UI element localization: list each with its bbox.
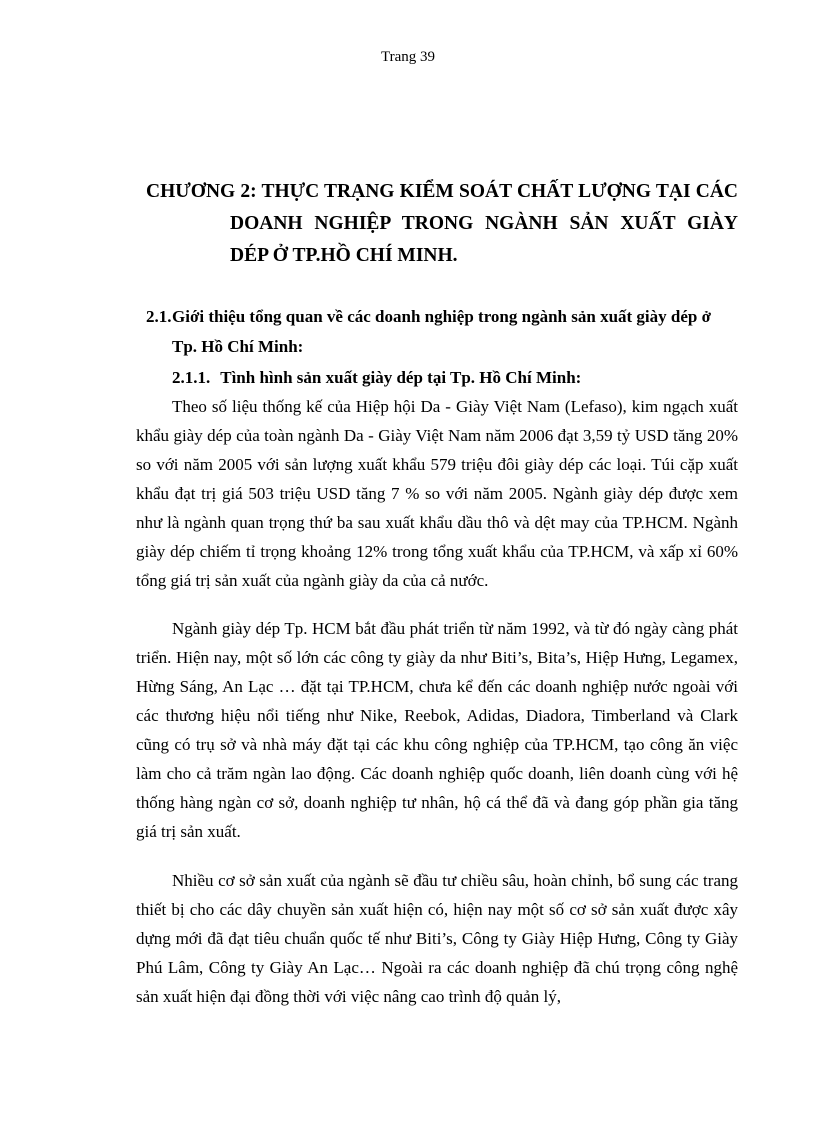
- section-title-line-1: Giới thiệu tổng quan về các doanh nghiệp trong ngành sản xuất giày dép ở: [172, 307, 712, 326]
- body-paragraph-1: Theo số liệu thống kế của Hiệp hội Da - Giày Việt Nam (Lefaso), kim ngạch xuất khẩu giày dép của toàn ngành Da - Giày Việt Nam năm 2006 đạt 3,59 tỷ USD tăng 20% so với năm 2005 với sản lượng xuất khẩu 579 triệu đôi giày dép các loại. Túi cặp xuất khẩu đạt trị giá 503 triệu USD tăng 7 % so với năm 2005. Ngành giày dép được xem như là ngành quan trọng thứ ba sau xuất khẩu dầu thô và dệt may của TP.HCM. Ngành giày dép chiếm tỉ trọng khoảng 12% trong tổng xuất khẩu của TP.HCM, và xấp xỉ 60% tổng giá trị sản xuất của ngành giày da của cả nước.: [136, 397, 738, 590]
- chapter-title: [146, 176, 738, 272]
- section-title-line-2: Tp. Hồ Chí Minh:: [172, 337, 304, 356]
- chapter-title-line-1: CHƯƠNG 2: THỰC TRẠNG KIỂM SOÁT CHẤT LƯỢNG TẠI CÁC: [146, 181, 738, 202]
- page-number: Trang 39: [380, 49, 436, 65]
- section-heading-line-1: [146, 302, 746, 332]
- subsection-title: Tình hình sản xuất giày dép tại Tp. Hồ Chí Minh:: [220, 368, 582, 387]
- subsection-heading: [172, 363, 581, 393]
- body-paragraph-3: Nhiều cơ sở sản xuất của ngành sẽ đầu tư chiều sâu, hoàn chỉnh, bổ sung các trang thiết bị cho các dây chuyền sản xuất hiện có, hiện nay một số cơ sở sản xuất được xây dựng mới đã đạt tiêu chuẩn quốc tế như Biti’s, Công ty Giày Hiệp Hưng, Công ty Giày Phú Lâm, Công ty Giày An Lạc… Ngoài ra các doanh nghiệp đã chú trọng công nghệ sản xuất hiện đại đồng thời với việc nâng cao trình độ quản lý,: [136, 871, 738, 1006]
- chapter-title-line-3: DÉP Ở TP.HỒ CHÍ MINH.: [230, 245, 458, 266]
- section-heading: [146, 302, 746, 362]
- body-paragraph-2: Ngành giày dép Tp. HCM bắt đầu phát triển từ năm 1992, và từ đó ngày càng phát triển. Hiện nay, một số lớn các công ty giày da như Biti’s, Bita’s, Hiệp Hưng, Legamex, Hừng Sáng, An Lạc … đặt tại TP.HCM, chưa kể đến các doanh nghiệp nước ngoài với các thương hiệu nổi tiếng như Nike, Reebok, Adidas, Diadora, Timberland và Clark cũng có trụ sở và nhà máy đặt tại các khu công nghiệp của TP.HCM, tạo công ăn việc làm cho cả trăm ngàn lao động. Các doanh nghiệp quốc doanh, liên doanh cùng với hệ thống hàng ngàn cơ sở, doanh nghiệp tư nhân, hộ cá thể đã và đang góp phần gia tăng giá trị sản xuất.: [136, 619, 738, 841]
- section-number: 2.1.: [146, 307, 172, 326]
- subsection-number: 2.1.1.: [172, 368, 211, 387]
- chapter-title-line-2: DOANH NGHIỆP TRONG NGÀNH SẢN XUẤT GIÀY: [230, 213, 738, 234]
